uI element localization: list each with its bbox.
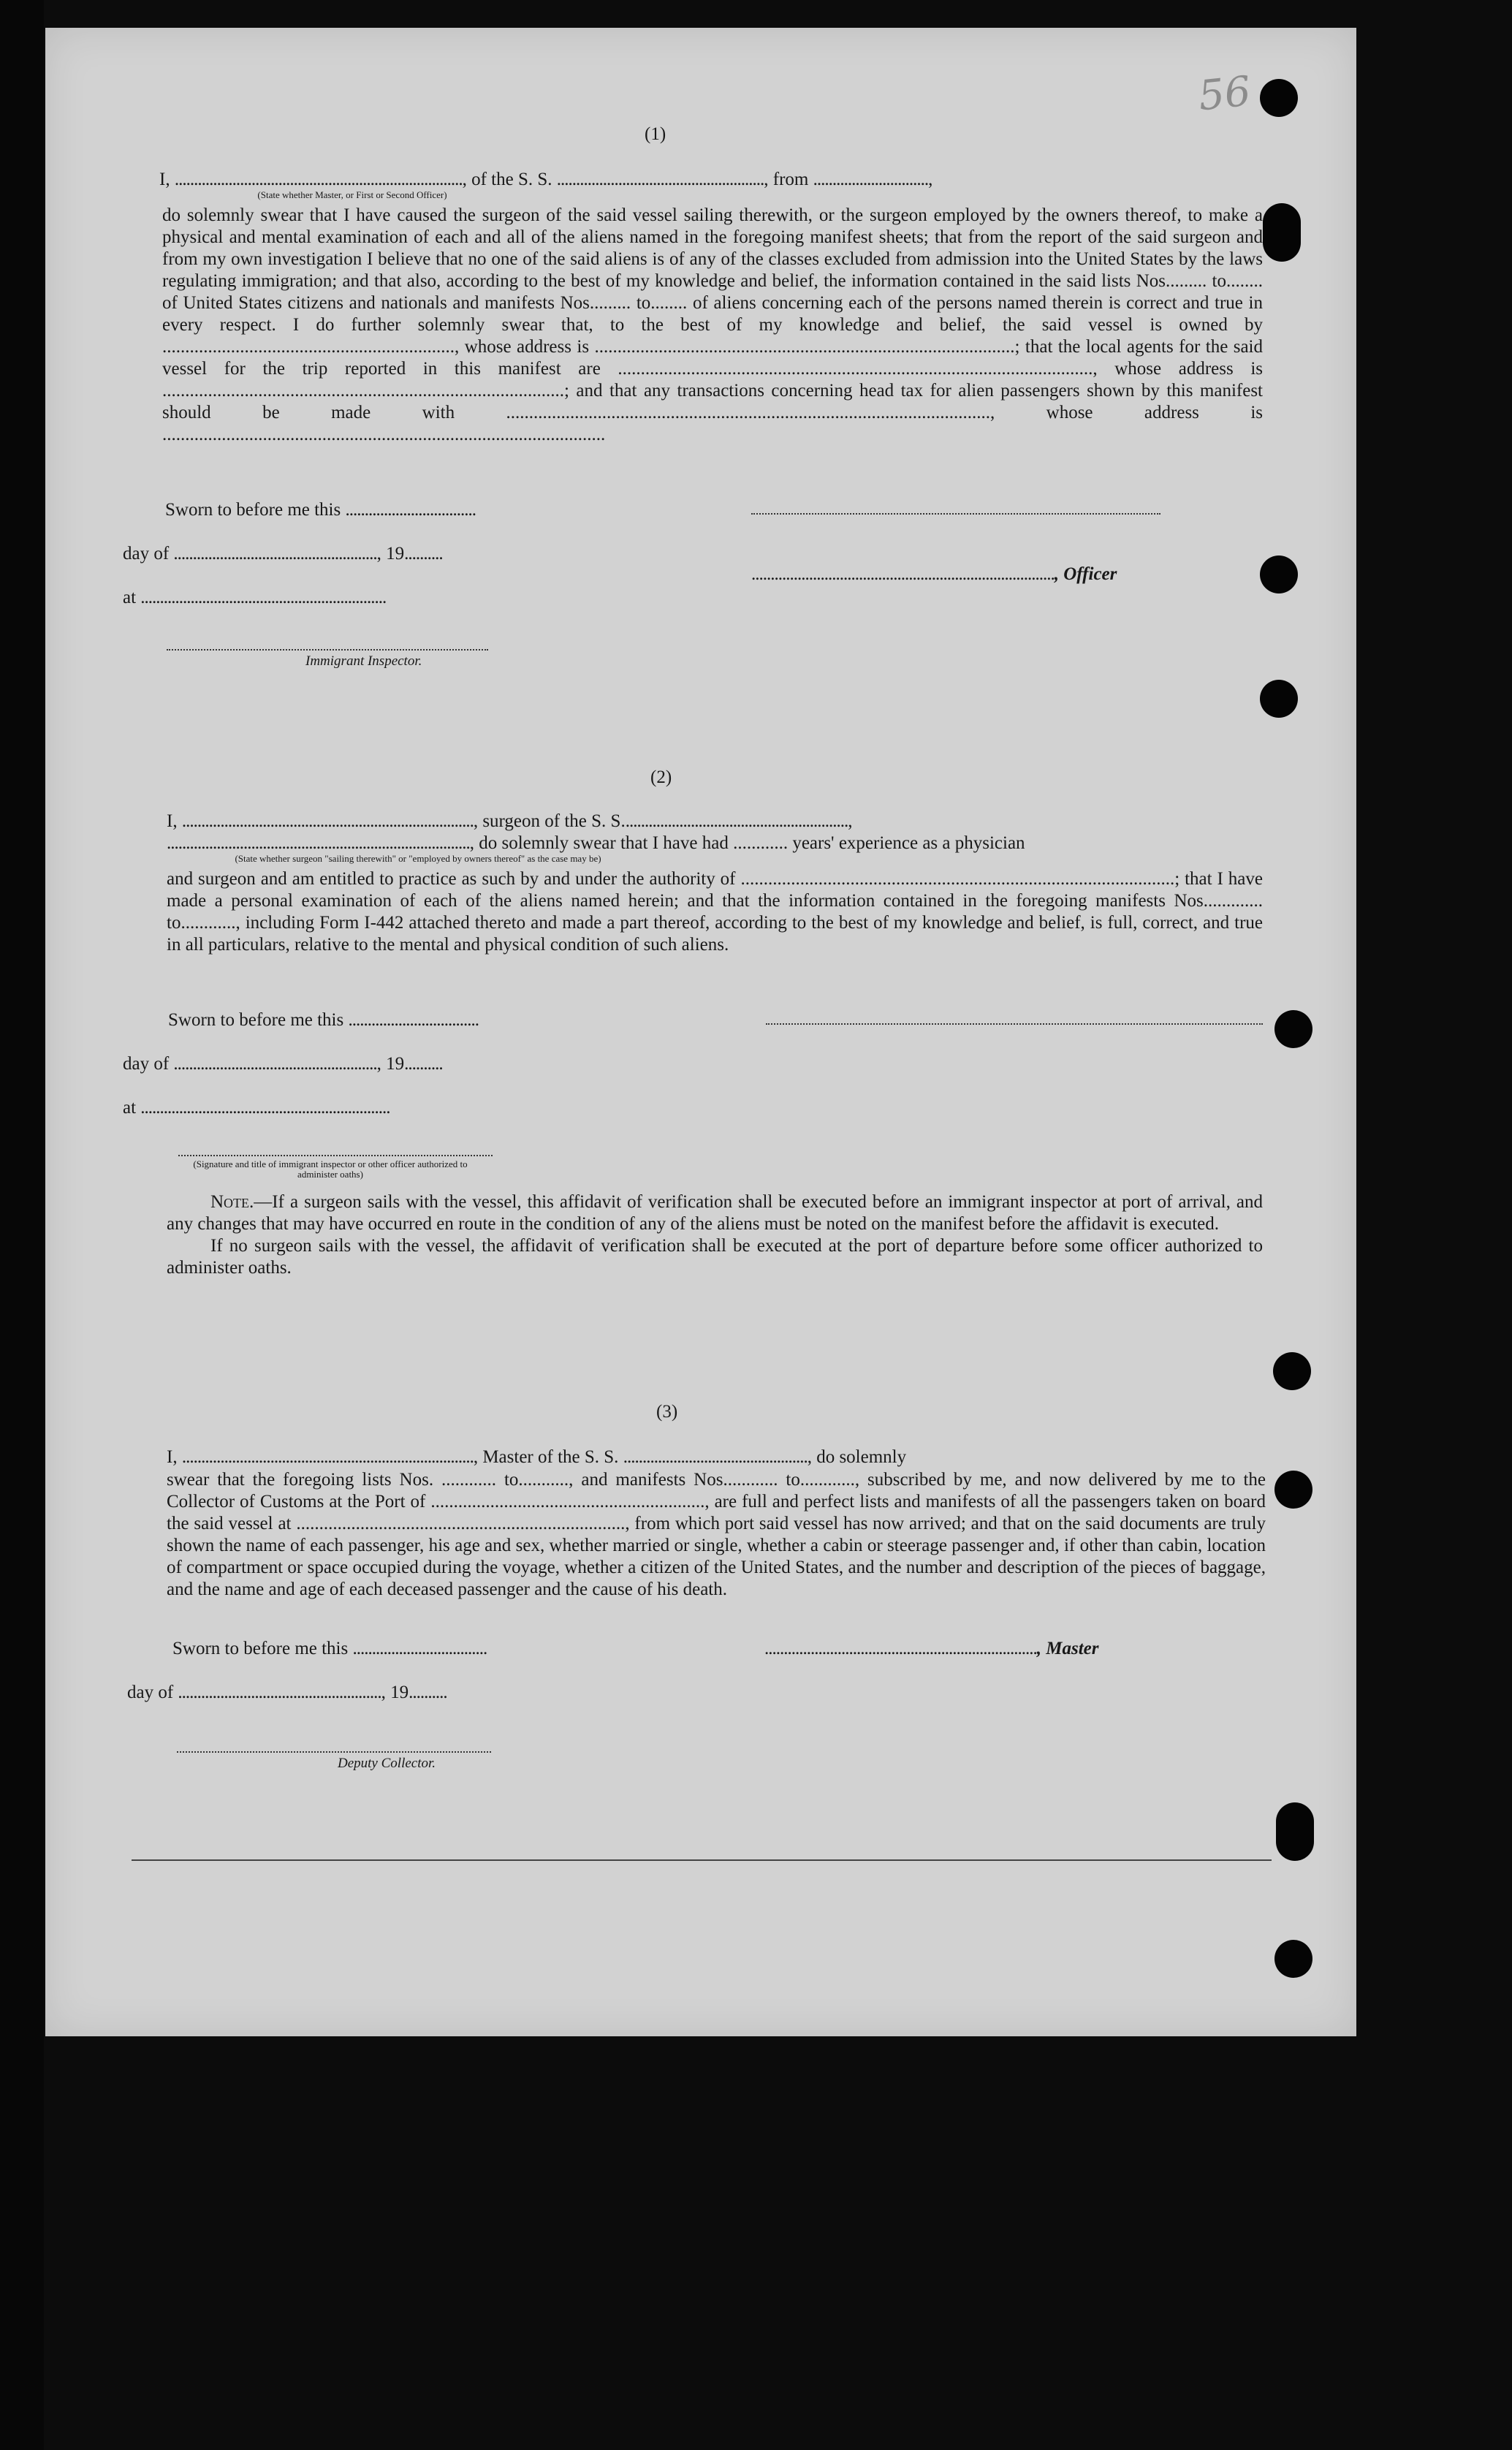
section-1-inspector-label: Immigrant Inspector. [305, 653, 422, 669]
section-2-opening-line: I, ............................................................................, surgeon of the S. S..........................................................., [167, 811, 852, 831]
section-1-number: (1) [645, 124, 666, 144]
binder-hole [1274, 1471, 1312, 1509]
section-3-sworn-line: Sworn to before me this ................................... [172, 1639, 487, 1658]
manifest-affidavit-page [45, 28, 1356, 2036]
binder-hole [1276, 1802, 1314, 1861]
section-1-officer-line: ..............................................................................., Officer [751, 564, 1117, 584]
section-3-master-line: ......................................................................., Master [764, 1639, 1099, 1658]
section-3-number: (3) [656, 1402, 678, 1422]
binder-hole [1260, 555, 1298, 593]
section-1-inspector-signature-line [167, 649, 488, 651]
section-2-signature-caption: (Signature and title of immigrant inspector or other officer authorized to administer oaths) [193, 1158, 468, 1180]
section-1-caption: (State whether Master, or First or Second Officer) [257, 189, 447, 200]
section-3-oath-text: swear that the foregoing lists Nos. ............ to..........., and manifests Nos............ to............, subscribed by me, and now delivered by me to the Collector of Customs at the Port of ............................................................, are full and perfect lists and manifests of all the passengers taken on board the said vessel at ........................................................................, from which port said vessel has now arrived; and that on the said documents are truly shown the name of each passenger, his age and sex, whether married or single, whether a cabin or steerage passenger and, if other than cabin, location of compartment or space occupied during the voyage, whether a citizen of the United States, and the number and description of the pieces of baggage, and the name and age of each deceased passenger and the cause of his death. [167, 1470, 1266, 1599]
binder-hole [1263, 203, 1301, 262]
section-2-oath-text: and surgeon and am entitled to practice as such by and under the authority of ...............................................................................................; that I have made a personal examination of each of the aliens named herein; and that the information contained in the foregoing manifests Nos............. to............, including Form I-442 attached thereto and made a part thereof, according to the best of my knowledge and belief, is full, correct, and true in all particulars, relative to the mental and physical condition of such aliens. [167, 869, 1263, 955]
section-1-sworn-line: Sworn to before me this .................................. [165, 500, 476, 520]
section-2-number: (2) [650, 767, 672, 787]
section-2-day-line: day of ....................................................., 19.......... [123, 1054, 443, 1074]
section-3-collector-signature-line [177, 1751, 491, 1753]
section-2-at-line: at ................................................................. [123, 1098, 390, 1118]
section-2-experience-line: ..............................................................................., do solemnly swear that I have had ............ years' experience as a physician [167, 833, 1025, 853]
section-1-opening-line: I, ..........................................................................., of the S. S. ......................................................, from .............................., [159, 170, 932, 189]
section-1-officer-signature-line [751, 513, 1160, 515]
scan-border [0, 0, 44, 2450]
section-2-inspector-signature-line [178, 1155, 493, 1156]
section-1-day-line: day of ....................................................., 19.......... [123, 544, 443, 564]
binder-hole [1273, 1352, 1311, 1390]
binder-hole [1260, 79, 1298, 117]
handwritten-page-number: 56 [1196, 67, 1253, 121]
section-1-oath-text: do solemnly swear that I have caused the surgeon of the said vessel sailing therewith, or the surgeon employed by the owners thereof, to make a physical and mental examination of each and all of the aliens named in the foregoing manifest sheets; that from the report of the said surgeon and from my own investigation I believe that no one of the said aliens is of any of the classes excluded from admission into the United States by the laws regulating immigration; and that also, according to the best of my knowledge and belief, the information contained in the said lists Nos......... to........ of United States citizens and nationals and manifests Nos......... to........ of aliens concerning each of the persons named therein is correct and true in every respect. I do further solemnly swear that, to the best of my knowledge and belief, the said vessel is owned by ................................................................, whose address is ............................................................................................; that the local agents for the said vessel for the trip reported in this manifest are ........................................................................................................, whose address is ........................................................................................; and that any transactions concerning head tax for alien passengers shown by this manifest should be made with .........................................................................................................., whose address is ................................................................................................. [162, 205, 1263, 444]
binder-hole [1274, 1940, 1312, 1978]
binder-hole [1260, 680, 1298, 718]
section-2-sworn-line: Sworn to before me this .................................. [168, 1010, 479, 1030]
section-3-day-line: day of ....................................................., 19.......... [127, 1683, 447, 1702]
section-1-at-line: at ................................................................ [123, 588, 387, 607]
section-2-caption: (State whether surgeon "sailing therewith" or "employed by owners thereof" as the case may be) [235, 853, 601, 864]
section-2-surgeon-signature-line [766, 1023, 1263, 1025]
binder-hole [1274, 1010, 1312, 1048]
section-2-note: Note.—If a surgeon sails with the vessel, this affidavit of verification shall be executed before an immigrant inspector at port of arrival, and any changes that may have occurred en route in the condition of any of the aliens must be noted on the manifest before the affidavit is executed. If no surgeon sails with the vessel, the affidavit of verification shall be executed at the port of departure before some officer authorized to administer oaths. [167, 1192, 1263, 1278]
bottom-rule [132, 1859, 1272, 1861]
section-3-collector-label: Deputy Collector. [338, 1756, 436, 1771]
section-3-opening-line: I, ............................................................................, Master of the S. S. ................................................, do solemnly [167, 1447, 907, 1467]
